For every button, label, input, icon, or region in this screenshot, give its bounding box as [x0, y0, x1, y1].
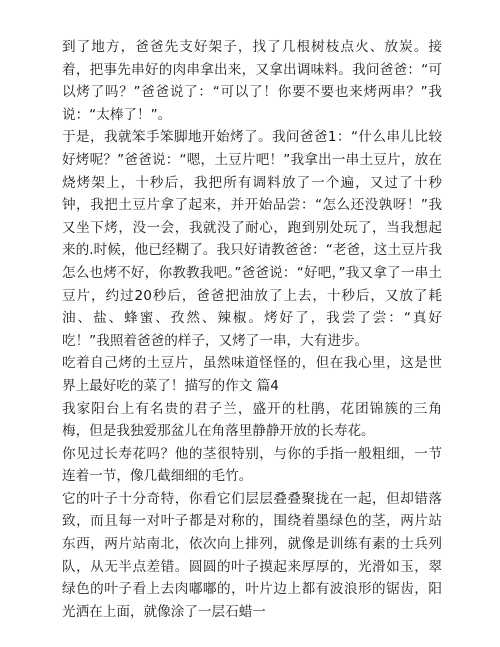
- paragraph-4: 我家阳台上有名贵的君子兰，盛开的杜鹃，花团锦簇的三角梅，但是我独爱那盆儿在角落里静静开放的长寿花。: [62, 400, 442, 440]
- paragraph-3: 吃着自己烤的土豆片，虽然味道怪怪的，但在我心里，这是世界上最好吃的菜了！描写的作文 篇4: [62, 355, 442, 394]
- document-body: [62, 36, 442, 623]
- paragraph-5: 你见过长寿花吗？他的茎很特别，与你的手指一般粗细，一节连着一节，像几截细细的毛竹。: [62, 445, 442, 485]
- paragraph-2: 于是，我就笨手笨脚地开始烤了。我问爸爸1：“什么串儿比较好烤呢？”爸爸说：“嗯，土豆片吧！”我拿出一串土豆片，放在烧烤架上，十秒后，我把所有调料放了一个遍，又过了十秒钟，我把土豆片拿了起来，并开始品尝：“怎么还没孰呀！”我又坐下烤，没一会，我就没了耐心，跑到别处玩了，当我想起来的.时候，他已经糊了。我只好请教爸爸：“老爸，这土豆片我怎么也烤不好，你教教我吧。”爸爸说：“好吧，”我又拿了一串土豆片，约过20秒后，爸爸把油放了上去，十秒后，又放了耗油、盐、蜂蜜、孜然、辣椒。烤好了，我尝了尝：“真好吃！”我照着爸爸的样子，又烤了一串，大有进步。: [62, 129, 442, 349]
- paragraph-1: 到了地方，爸爸先支好架子，找了几根树枝点火、放炭。接着，把事先串好的肉串拿出来，又拿出调味料。我问爸爸：“可以烤了吗？”爸爸说了：“可以了！你要不要也来烤两串？”我说：“太棒了！”。: [62, 39, 442, 123]
- paragraph-6: 它的叶子十分奇特，你看它们层层叠叠聚拢在一起，但却错落致，而且每一对叶子都是对称的，围绕着墨绿色的茎，两片站东西，两片站南北，依次向上排列，就像是训练有素的士兵列队，从无半点差错。圆圆的叶子摸起来厚厚的，光滑如玉，翠绿色的叶子看上去肉嘟嘟的，叶片边上都有波浪形的锯齿，阳光洒在上面，就像涂了一层石蜡一: [62, 490, 442, 620]
